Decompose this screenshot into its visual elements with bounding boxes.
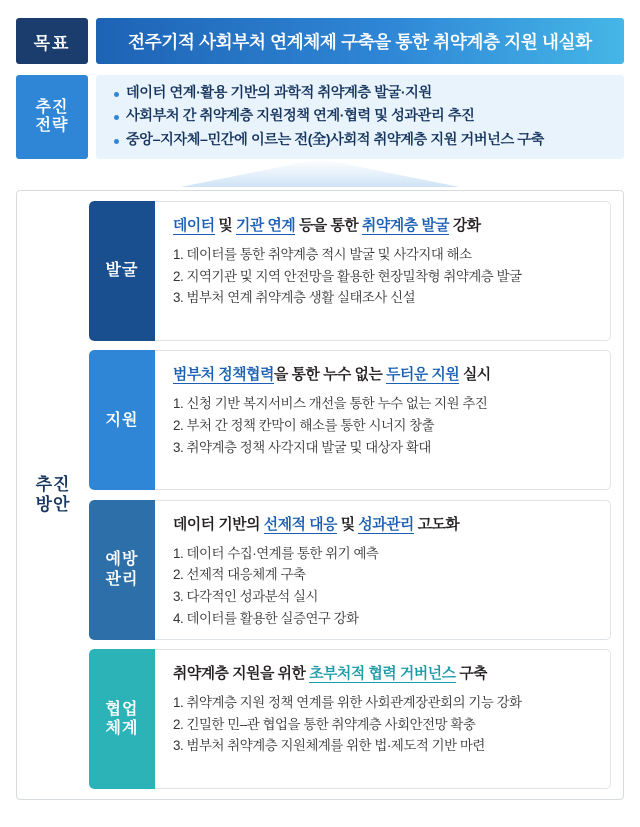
down-arrow-icon (16, 159, 624, 189)
plan-card-tag-line1: 예방 (105, 551, 139, 569)
title-part: 데이터 기반의 (173, 516, 264, 533)
plan-card-body (155, 500, 611, 640)
plan-card-tag-line1: 협업 (105, 700, 139, 718)
title-part: 구축 (455, 665, 488, 682)
title-part: 데이터 (173, 218, 215, 234)
plan-card-items (173, 692, 596, 757)
title-part: 취약계층 발굴 (362, 218, 450, 234)
plan-card-tag-line2: 체계 (105, 719, 139, 737)
plan-card-prevention (89, 500, 611, 640)
plan-card-tag (89, 500, 155, 640)
plan-card-items (173, 543, 596, 630)
plan-card-tag-line1: 지원 (105, 411, 139, 429)
plan-card-collaboration (89, 649, 611, 789)
list-item: 1. 데이터를 통한 취약계층 적시 발굴 및 사각지대 해소 (173, 247, 472, 262)
list-item: 3. 다각적인 성과분석 실시 (173, 589, 318, 605)
list-item: 1. 데이터 수집·연계를 통한 위기 예측 (173, 545, 379, 561)
plan-card-items (173, 393, 596, 458)
plan-card-body (155, 649, 611, 789)
list-item: 3. 범부처 취약계층 지원체계를 위한 법·제도적 기반 마련 (173, 738, 485, 754)
list-item: 3. 범부처 연계 취약계층 생활 실태조사 신설 (173, 290, 416, 306)
list-item: 1. 취약계층 지원 정책 연계를 위한 사회관계장관회의 기능 강화 (173, 694, 522, 710)
list-item: 2. 긴밀한 민–관 협업을 통한 취약계층 사회안전망 확충 (173, 716, 476, 732)
plan-tag (17, 191, 89, 799)
plan-card-tag (89, 649, 155, 789)
title-part: 선제적 대응 (263, 516, 337, 533)
title-part: 및 (214, 218, 237, 234)
goal-tag: 목표 (16, 18, 88, 64)
plan-card-title (173, 363, 596, 384)
list-item: 2. 선제적 대응체계 구축 (173, 567, 306, 583)
title-part: 초부처적 협력 거버넌스 (309, 665, 456, 682)
plan-tag-line2: 방안 (35, 495, 71, 514)
list-item: 1. 신청 기반 복지서비스 개선을 통한 누수 없는 지원 추진 (173, 396, 488, 412)
strategy-list (96, 75, 624, 159)
strategy-item: 데이터 연계·활용 기반의 과학적 취약계층 발굴·지원 (114, 84, 608, 103)
strategy-tag-line1: 추진 (35, 98, 69, 116)
list-item: 2. 지역기관 및 지역 안전망을 활용한 현장밀착형 취약계층 발굴 (173, 268, 522, 284)
strategy-tag-line2: 전략 (35, 117, 69, 134)
plan-card-tag-line1: 발굴 (105, 262, 139, 280)
title-part: 범부처 정책협력 (173, 367, 274, 384)
strategy-item: 중앙–지자체–민간에 이르는 전(全)사회적 취약계층 지원 거버넌스 구축 (114, 131, 608, 150)
list-item: 4. 데이터를 활용한 실증연구 강화 (173, 610, 359, 626)
plan-card-title (173, 513, 596, 534)
title-part: 실시 (459, 367, 491, 384)
plan-section (16, 190, 624, 800)
plan-card-tag (89, 201, 155, 341)
title-part: 을 통한 누수 없는 (273, 367, 387, 384)
plan-card-support (89, 350, 611, 490)
plan-tag-line1: 추진 (35, 474, 71, 494)
title-part: 성과관리 (358, 516, 414, 533)
list-item: 3. 취약계층 정책 사각지대 발굴 및 대상자 확대 (173, 439, 431, 455)
title-part: 등을 통한 (295, 218, 363, 234)
plan-cards (89, 191, 623, 799)
title-part: 강화 (449, 218, 481, 234)
title-part: 고도화 (413, 516, 460, 533)
plan-card-title (173, 662, 596, 683)
title-part: 및 (336, 516, 359, 533)
plan-card-items (173, 244, 596, 309)
title-part: 기관 연계 (236, 218, 296, 234)
list-item: 2. 부처 간 정책 칸막이 해소를 통한 시너지 창출 (173, 418, 435, 434)
plan-card-body (155, 201, 611, 341)
strategy-tag (16, 75, 88, 159)
plan-card-tag-line2: 관리 (105, 570, 139, 588)
title-part: 취약계층 지원을 위한 (173, 665, 310, 682)
plan-card-discovery (89, 201, 611, 341)
strategy-item: 사회부처 간 취약계층 지원정책 연계·협력 및 성과관리 추진 (114, 107, 608, 126)
goal-statement: 전주기적 사회부처 연계체제 구축을 통한 취약계층 지원 내실화 (96, 18, 624, 64)
plan-card-title (173, 214, 596, 235)
title-part: 두터운 지원 (386, 367, 460, 384)
plan-card-body (155, 350, 611, 490)
goal-row (16, 18, 624, 64)
plan-card-tag (89, 350, 155, 490)
strategy-row (16, 75, 624, 159)
